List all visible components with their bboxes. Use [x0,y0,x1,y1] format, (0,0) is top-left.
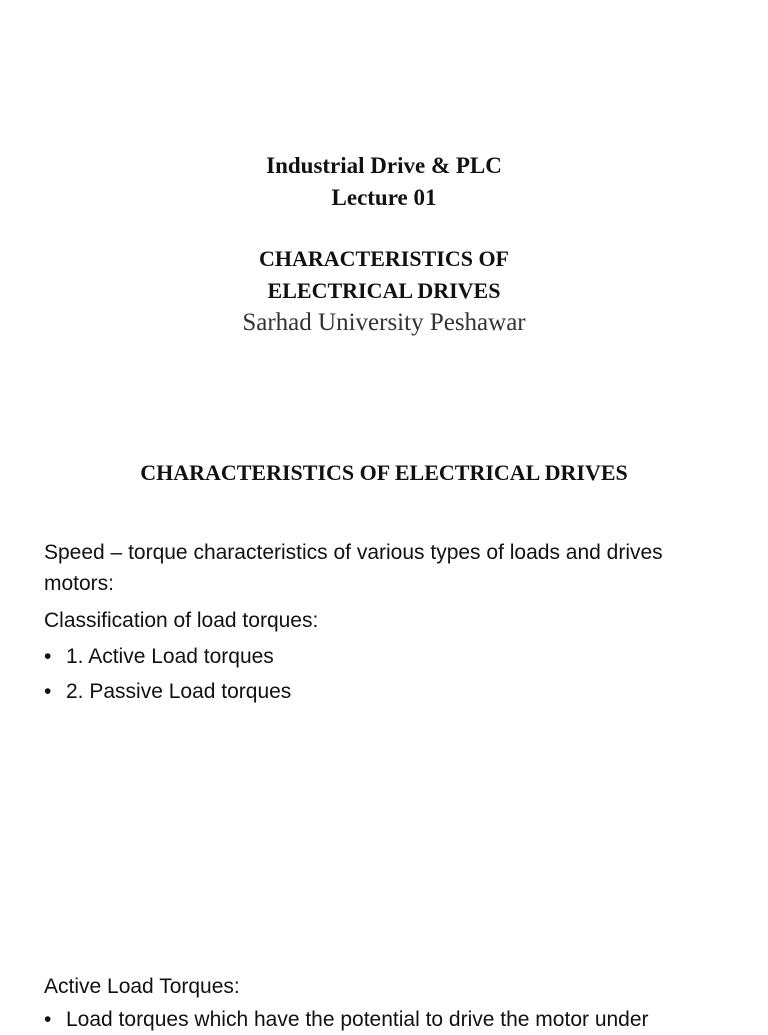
bullet-icon: • [44,645,52,668]
list-item [44,676,291,707]
list-item-text: Load torques which have the potential to drive the motor under [66,1008,649,1031]
content-slide-active-load [0,950,768,1031]
classification-label: Classification of load torques: [44,609,319,632]
topic-heading-line-1: CHARACTERISTICS OF [259,246,509,271]
bullet-icon: • [44,1008,52,1031]
list-item [44,1004,649,1035]
bullet-icon: • [44,680,52,703]
institution-name: Sarhad University Peshawar [242,309,526,336]
lecture-number: Lecture 01 [331,185,437,210]
slide-title: CHARACTERISTICS OF ELECTRICAL DRIVES [140,460,628,485]
content-slide-characteristics [0,430,768,950]
section-heading: Active Load Torques: [44,975,240,998]
topic-heading-line-2: ELECTRICAL DRIVES [267,278,501,303]
course-title: Industrial Drive & PLC [266,153,502,178]
intro-paragraph: Speed – torque characteristics of various types of loads and drives motors: [44,541,663,595]
list-item-text: 2. Passive Load torques [66,680,292,703]
title-slide [0,0,768,430]
list-item [44,641,274,672]
list-item-text: 1. Active Load torques [66,645,274,668]
